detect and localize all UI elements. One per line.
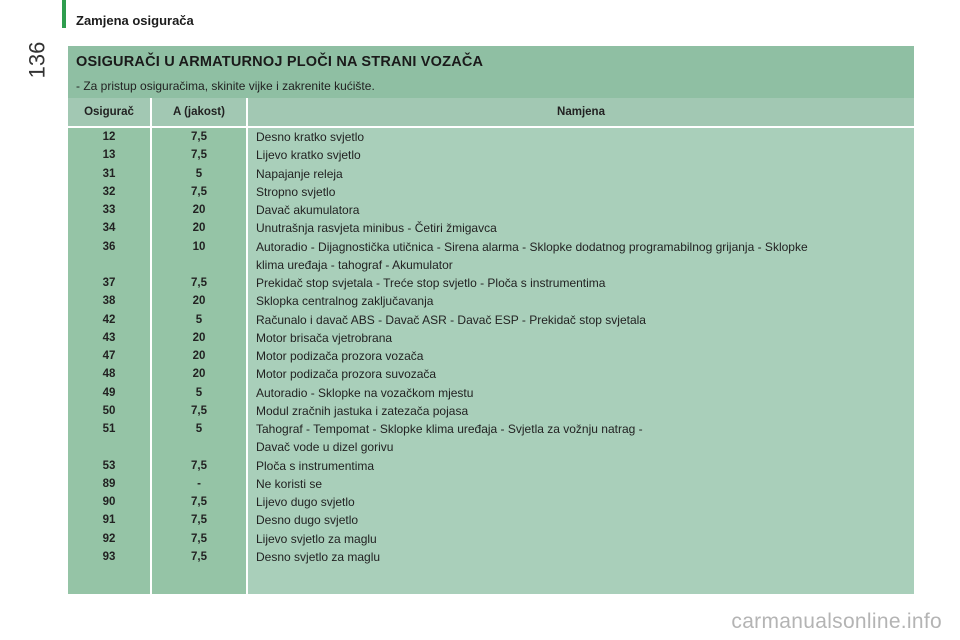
- table-row: [68, 493, 914, 511]
- fuse-purpose: Motor podizača prozora vozača: [256, 349, 424, 363]
- fuse-purpose: Ploča s instrumentima: [256, 458, 375, 473]
- table-row: [68, 475, 914, 493]
- fuse-number: 49: [102, 386, 116, 399]
- fuse-number: 31: [102, 167, 116, 180]
- fuse-number: 89: [102, 477, 116, 490]
- fuse-number: 34: [102, 222, 116, 235]
- table-row: [68, 457, 914, 475]
- table-row: [68, 201, 914, 219]
- fuse-purpose: Desno kratko svjetlo: [256, 130, 365, 144]
- fuse-purpose: Autoradio - Sklopke na vozačkom mjestu: [256, 385, 474, 400]
- fuse-amperage: 7,5: [191, 277, 207, 289]
- fuse-number: 92: [102, 532, 116, 545]
- fuse-purpose: Stropno svjetlo: [256, 184, 336, 199]
- fuse-amperage: 7,5: [191, 131, 207, 143]
- fuse-amperage: 20: [192, 331, 206, 344]
- fuse-purpose: Davač akumulatora: [256, 203, 360, 217]
- fuse-amperage: 7,5: [191, 149, 207, 162]
- table-row: [68, 128, 914, 146]
- fuse-number: 51: [102, 423, 116, 435]
- fuse-number: 33: [102, 204, 116, 216]
- column-header-purpose: Namjena: [248, 98, 914, 126]
- fuse-purpose: Motor podizača prozora suvozača: [256, 367, 437, 382]
- fuse-amperage: 5: [195, 313, 203, 326]
- fuse-amperage: 20: [192, 350, 206, 362]
- table-row: [68, 292, 914, 310]
- table-row: [68, 365, 914, 383]
- fuse-number: 32: [102, 185, 116, 198]
- fuse-number: 91: [102, 514, 116, 527]
- fuse-number: 43: [102, 331, 116, 344]
- table-row: [68, 219, 914, 237]
- fuse-number: 42: [102, 313, 116, 326]
- fuse-amperage: 7,5: [191, 514, 207, 527]
- fuse-number: 12: [102, 131, 116, 143]
- fuse-number: 47: [102, 350, 116, 362]
- fuse-purpose: Lijevo kratko svjetlo: [256, 148, 361, 163]
- fuse-amperage: 7,5: [191, 550, 207, 563]
- fuse-amperage: 7,5: [191, 532, 207, 545]
- fuse-number: 13: [102, 149, 116, 162]
- page-number: 136: [24, 41, 49, 79]
- fuse-number: 48: [102, 368, 116, 381]
- fuse-number: 50: [102, 404, 116, 417]
- fuse-number: 93: [102, 550, 116, 563]
- fuse-amperage: 20: [192, 368, 206, 381]
- section-title: Zamjena osigurača: [76, 13, 194, 28]
- fuse-amperage: 7,5: [191, 185, 207, 198]
- fuse-purpose: Računalo i davač ABS - Davač ASR - Davač ESP - Prekidač stop svjetala: [256, 312, 646, 327]
- table-row: [68, 402, 914, 420]
- table-row: [68, 274, 914, 292]
- panel-title: OSIGURAČI U ARMATURNOJ PLOČI NA STRANI VOZAČA: [76, 54, 484, 70]
- fuse-amperage: 5: [195, 386, 203, 399]
- fuse-purpose: Sklopka centralnog zaključavanja: [256, 294, 434, 309]
- fuse-purpose: Desno dugo svjetlo: [256, 513, 359, 528]
- fuse-amperage: 5: [195, 423, 203, 435]
- section-accent-bar: [62, 0, 66, 28]
- fuse-number: 90: [102, 496, 116, 508]
- panel-header: [68, 46, 914, 98]
- fuse-purpose: Modul zračnih jastuka i zatezača pojasa: [256, 403, 469, 418]
- fuse-purpose: Motor brisača vjetrobrana: [256, 330, 393, 345]
- fuse-amperage: 5: [195, 167, 203, 180]
- fuse-amperage: 7,5: [191, 459, 207, 472]
- table-row: [68, 165, 914, 183]
- fuse-purpose: Autoradio - Dijagnostička utičnica - Sirena alarma - Sklopke dodatnog programabilnog grijanja - Sklopke klima uređaja - tahograf - Akumulator: [256, 239, 808, 272]
- column-header-amp: A (jakost): [152, 98, 246, 126]
- watermark: carmanualsonline.info: [731, 610, 942, 633]
- table-row: [68, 530, 914, 548]
- table-row: [68, 238, 914, 275]
- fuse-amperage: 20: [192, 204, 206, 216]
- fuse-amperage: 7,5: [191, 404, 207, 417]
- fuse-amperage: 20: [192, 222, 206, 235]
- fuse-purpose: Lijevo svjetlo za maglu: [256, 531, 377, 546]
- table-row: [68, 420, 914, 457]
- table-row: [68, 329, 914, 347]
- fuse-purpose: Unutrašnja rasvjeta minibus - Četiri žmigavca: [256, 221, 497, 236]
- table-row: [68, 311, 914, 329]
- column-header-fuse: Osigurač: [68, 98, 150, 126]
- fuse-purpose: Tahograf - Tempomat - Sklopke klima uređaja - Svjetla za vožnju natrag - Davač vode u dizel gorivu: [256, 422, 643, 455]
- fuse-number: 36: [102, 240, 116, 253]
- table-row: [68, 183, 914, 201]
- fuse-purpose: Prekidač stop svjetala - Treće stop svjetlo - Ploča s instrumentima: [256, 276, 606, 290]
- fuse-purpose: Napajanje releja: [256, 166, 343, 181]
- table-row: [68, 347, 914, 365]
- table-row: [68, 384, 914, 402]
- fuse-number: 38: [102, 295, 116, 308]
- table-row: [68, 511, 914, 529]
- table-row: [68, 548, 914, 566]
- fuse-amperage: -: [197, 477, 201, 490]
- fuse-purpose: Ne koristi se: [256, 476, 323, 491]
- fuse-purpose: Lijevo dugo svjetlo: [256, 495, 355, 509]
- fuse-table-body: [68, 128, 914, 566]
- fuse-amperage: 7,5: [191, 496, 207, 508]
- fuse-number: 37: [102, 277, 116, 289]
- panel-subtitle: - Za pristup osiguračima, skinite vijke i zakrenite kućište.: [76, 79, 375, 93]
- fuse-number: 53: [102, 459, 116, 472]
- fuse-amperage: 10: [192, 240, 206, 253]
- table-row: [68, 146, 914, 164]
- fuse-purpose: Desno svjetlo za maglu: [256, 549, 381, 564]
- fuse-table-panel: [68, 46, 914, 594]
- fuse-amperage: 20: [192, 295, 206, 308]
